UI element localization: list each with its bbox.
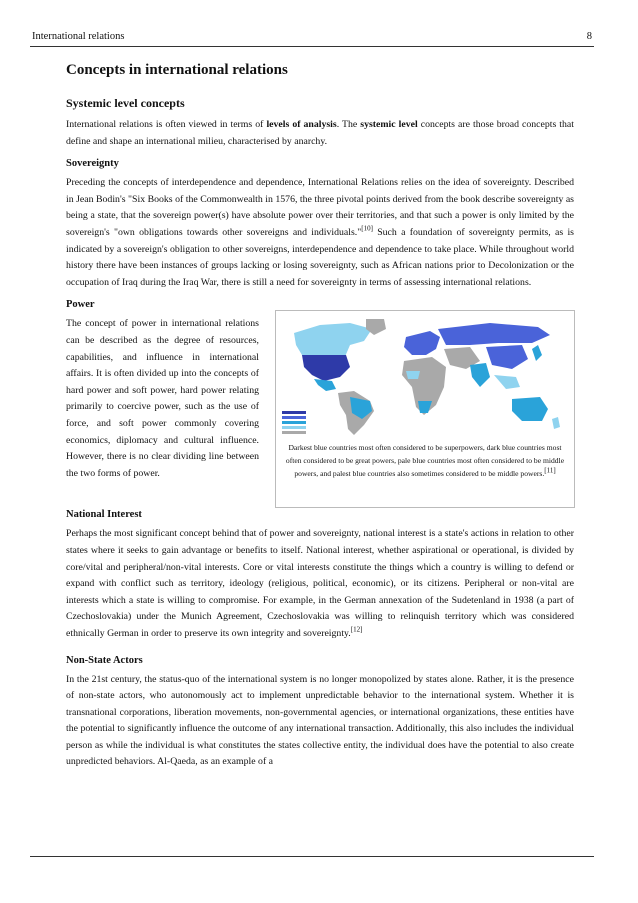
- legend-swatch-middle-pale: [282, 426, 306, 429]
- map-legend: [282, 411, 306, 436]
- page-title: Concepts in international relations: [66, 62, 288, 78]
- non-state-actors-heading: Non-State Actors: [66, 654, 143, 666]
- figure-caption: [282, 441, 568, 480]
- citation-12[interactable]: [12]: [350, 625, 363, 634]
- systemic-level-term: systemic level: [360, 119, 418, 130]
- sovereignty-heading: Sovereignty: [66, 158, 119, 170]
- power-heading: Power: [66, 299, 95, 311]
- levels-of-analysis-term: levels of analysis: [266, 119, 337, 130]
- legend-swatch-great: [282, 416, 306, 419]
- power-paragraph: The concept of power in international relations can be described as the degree of resources, capabilities, and influence in international affairs. It is often divided up into the concepts of hard power and soft power, hard power relating primarily to coercive power, such as the use of force, and soft power commonly covering economics, diplomacy and cultural influence. However, there is no clear dividing line between the two forms of power.: [66, 318, 259, 479]
- page-content: [66, 62, 574, 779]
- page-header: [30, 28, 594, 47]
- footer-rule: [30, 856, 594, 857]
- national-interest-paragraph: [66, 526, 574, 642]
- text-run: Perhaps the most significant concept behind that of power and sovereignty, national interest is a state's actions in relation to other states where it seeks to gain advantage or benefits to itself. National interest, whether aspirational or operational, is divided by core/vital and peripheral/non-vital interests. Core or vital interests constitute the things which a country is willing to defend or expand with conflict such as territory, ideology (religious, political, economic), or its citizens. Peripheral or non-vital are interests which a state is willing to compromise. For example, in the German annexation of the Sudetenland in 1938 (a part of Czechoslovakia) under the Munich Agreement, Czechoslovakia was willing to relinquish territory which was considered ethnically German in order to preserve its own integrity and sovereignty.: [66, 528, 574, 639]
- non-state-actors-paragraph: In the 21st century, the status-quo of the international system is no longer monopolized by states alone. Rather, it is the presence of non-state actors, who autonomously act to implement unpredictable behavior to the international system. Whether it is transnational corporations, liberation movements, non-governmental agencies, or international organizations, these entities have the potential to significantly influence the outcome of any international transaction. Additionally, this also includes the individual person as while the individual is what constitutes the states collective entity, the individual does have the potential to also create unpredicted behaviors. Al-Qaeda, as an example of a: [66, 673, 574, 768]
- national-interest-heading: National Interest: [66, 509, 142, 521]
- legend-swatch-other: [282, 431, 306, 434]
- citation-11[interactable]: [11]: [544, 466, 556, 475]
- text-run: Preceding the concepts of interdependence and dependence, International Relations relies on the idea of sovereignty. Described in Jean Bodin's "Six Books of the Commonwealth in 1576, the three pivotal points derived from the book describe sovereignty as being a state, that the sovereign power(s) have absolute power over their territories, and that such a power is only limited by the sovereign's "own obligations towards other sovereigns and individuals.": [66, 177, 574, 238]
- world-map: [280, 315, 570, 437]
- text-run: concepts are those broad concepts that define and shape an international milieu, characterised by anarchy.: [66, 119, 575, 147]
- sovereignty-paragraph: [66, 175, 574, 291]
- text-run: . The: [336, 119, 361, 130]
- systemic-heading: Systemic level concepts: [66, 96, 185, 110]
- legend-swatch-superpower: [282, 411, 306, 414]
- citation-10[interactable]: [10]: [361, 224, 373, 233]
- page-number: 8: [586, 31, 592, 42]
- nigeria-shape: [406, 371, 420, 379]
- text-run: International relations is often viewed in terms of: [66, 119, 267, 130]
- caption-text: Darkest blue countries most often considered to be superpowers, dark blue countries most often considered to be great powers, pale blue countries most often considered to be middle powers, and palest blue countries also sometimes considered to be middle powers.: [285, 443, 565, 479]
- legend-swatch-middle: [282, 421, 306, 424]
- running-title: International relations: [32, 31, 125, 42]
- world-powers-figure: [275, 310, 575, 508]
- systemic-paragraph: [66, 117, 574, 150]
- text-run: Such a foundation of sovereignty permits, as is indicated by a sovereign's obligation to other sovereigns, interdependence and dependence to take place. While throughout world history there have been instances of groups lacking or losing sovereignty, such as African nations prior to Decolonization or the occupation of Iraq during the Iraq War, there is still a need for sovereignty in terms of assessing international relations.: [66, 226, 574, 288]
- power-section: [66, 316, 574, 505]
